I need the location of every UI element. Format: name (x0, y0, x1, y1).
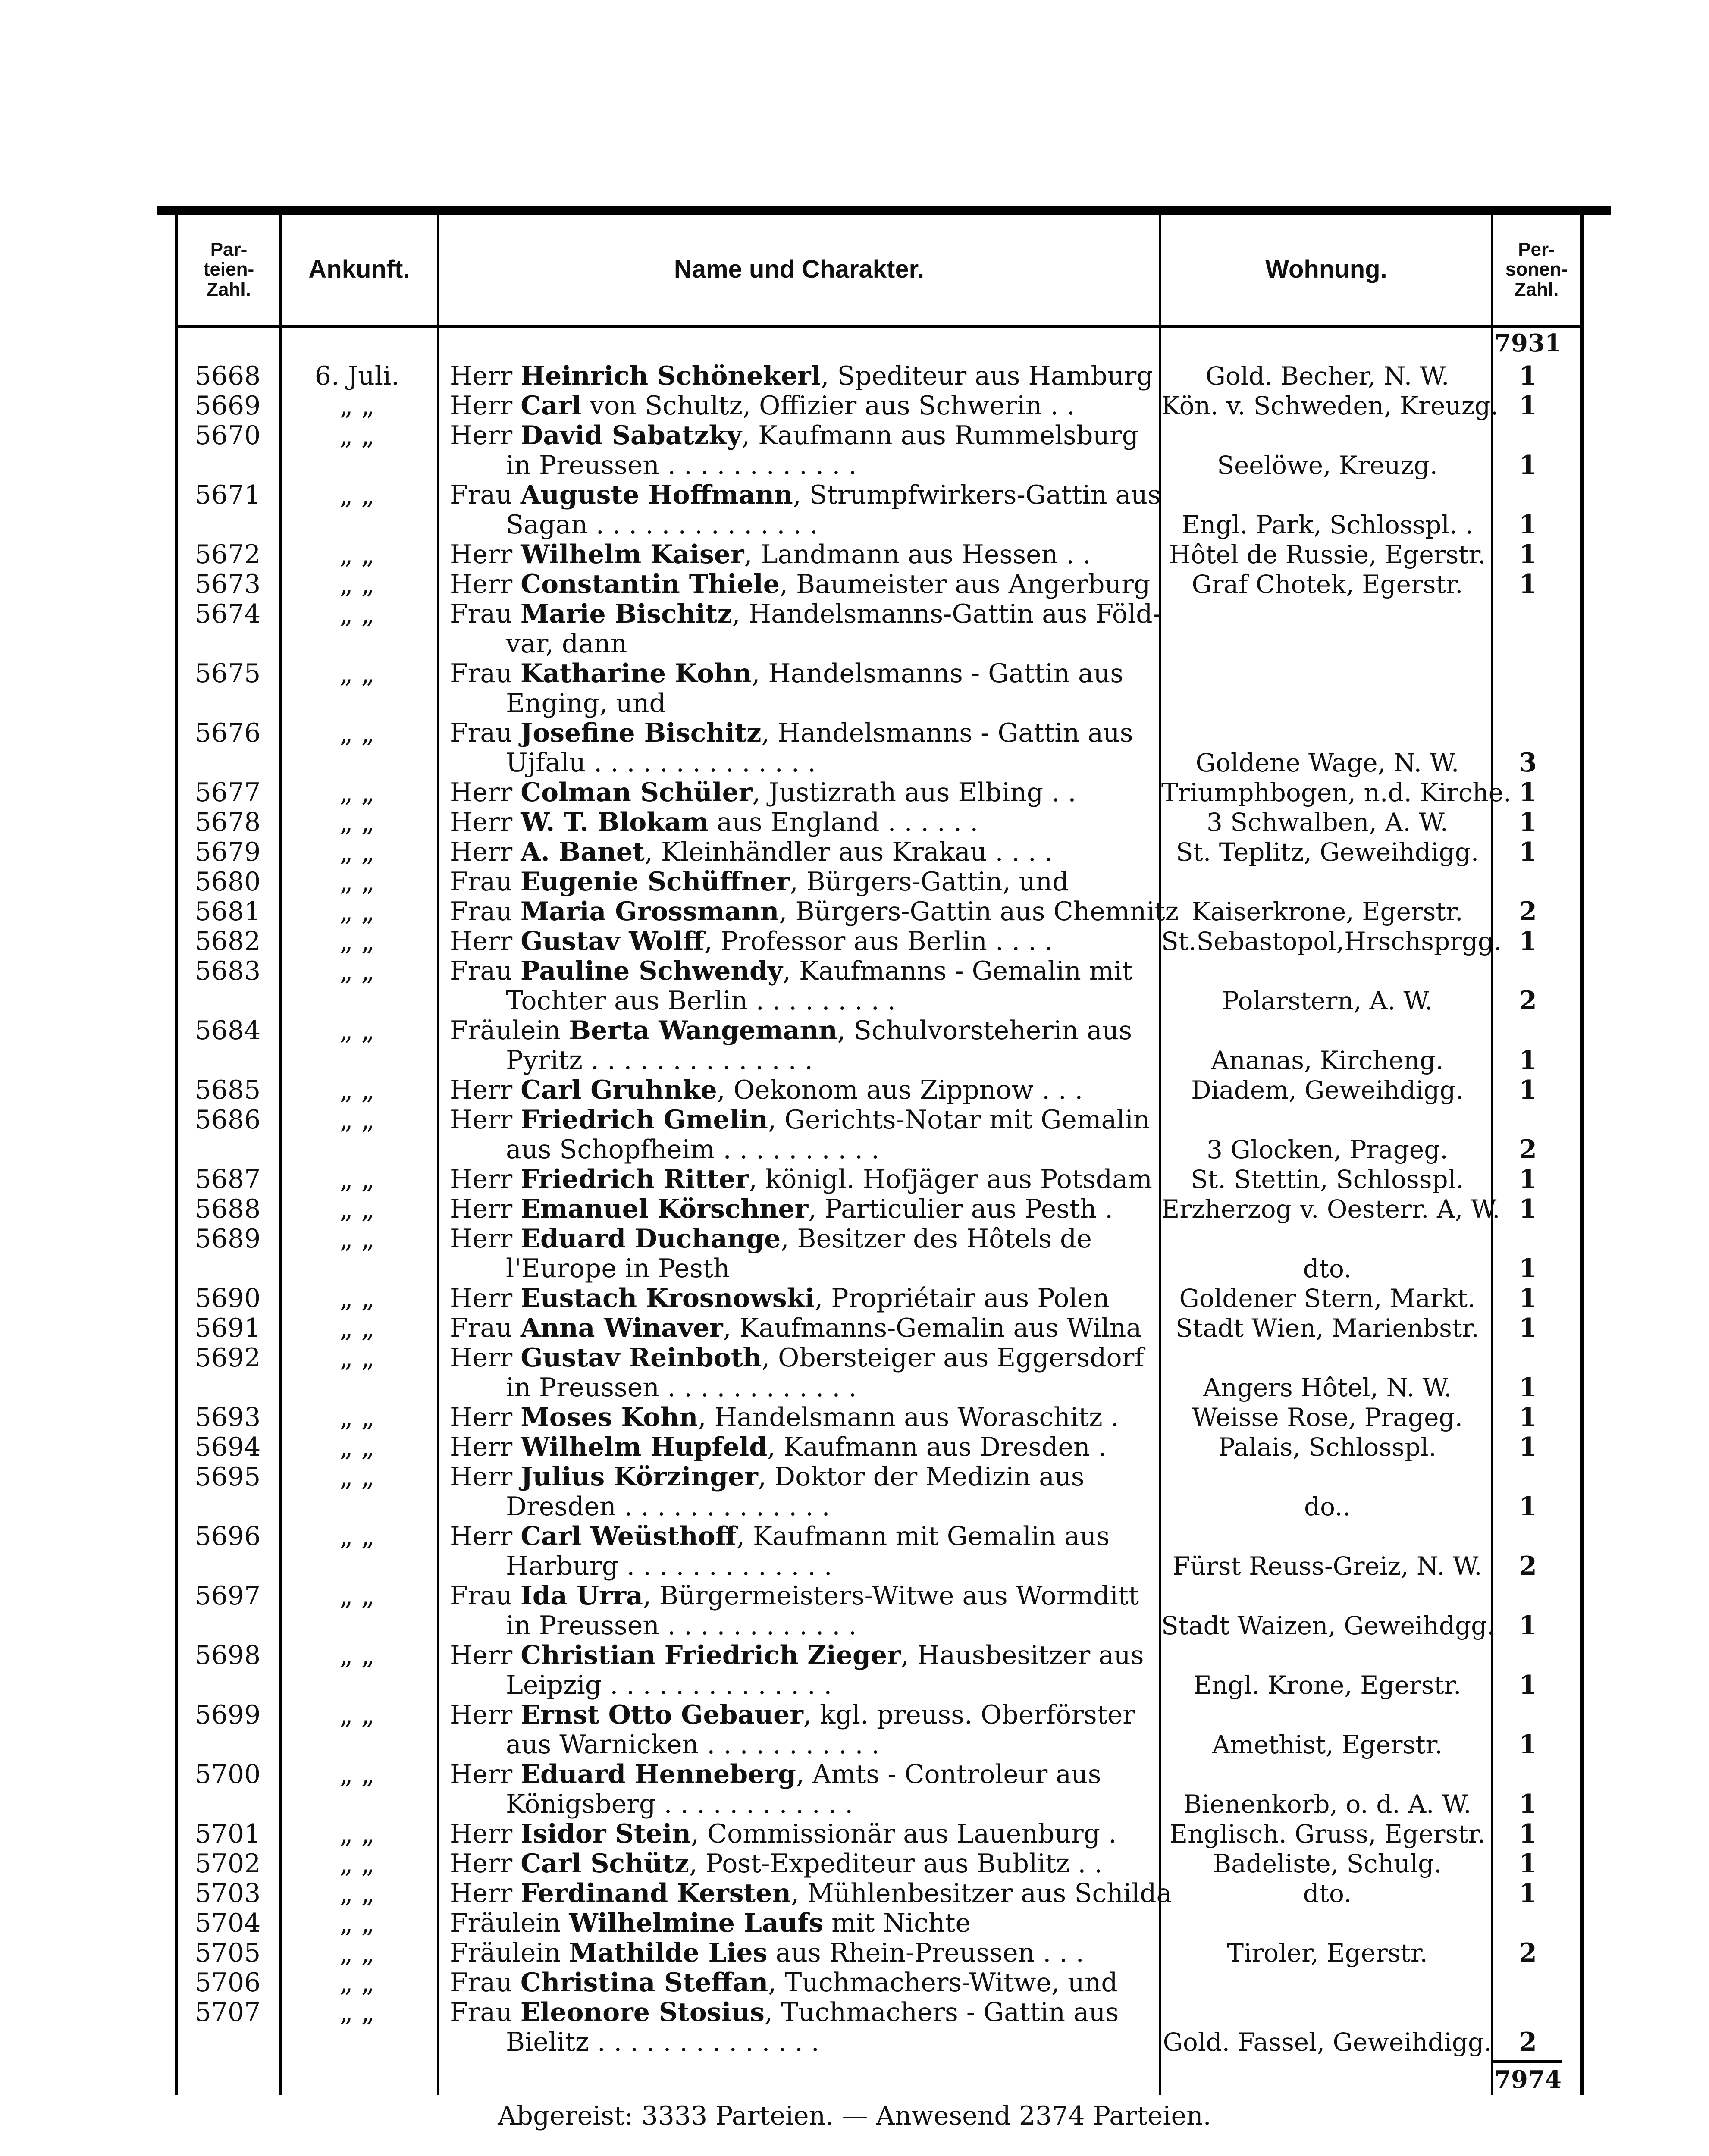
residence: Angers Hôtel, N. W. (1203, 1373, 1452, 1402)
arrival-date: „ „ (339, 1075, 375, 1105)
arrival-date: „ „ (339, 1462, 375, 1492)
guest-name-bold: Josefine Bischitz (520, 718, 762, 748)
guest-name-bold: A. Banet (521, 837, 645, 867)
arrival-date: „ „ (339, 480, 375, 510)
persons-count: 1 (1519, 450, 1537, 480)
header-arrival: Ankunft. (308, 255, 410, 284)
party-number: 5686 (194, 1105, 261, 1135)
guest-name: Frau Anna Winaver, Kaufmanns-Gemalin aus Wilna (450, 1313, 1142, 1343)
guest-name: Herr W. T. Blokam aus England . . . . . . (450, 807, 978, 837)
persons-count: 1 (1519, 361, 1537, 391)
guest-name-bold: Constantin Thiele (521, 569, 780, 599)
residence: Seelöwe, Kreuzg. (1217, 451, 1438, 480)
guest-name: Herr Colman Schüler, Justizrath aus Elbing . . (450, 777, 1076, 808)
guest-name-continuation: Sagan . . . . . . . . . . . . . . (506, 510, 818, 540)
persons-count: 1 (1519, 1164, 1537, 1194)
guest-name: Fräulein Wilhelmine Laufs mit Nichte (450, 1908, 971, 1938)
party-number: 5699 (194, 1700, 261, 1730)
header-residence: Wohnung. (1265, 255, 1387, 284)
persons-count: 1 (1519, 1075, 1537, 1105)
guest-name-bold: Ernst Otto Gebauer (521, 1700, 803, 1730)
party-number: 5689 (194, 1224, 261, 1254)
arrival-date: „ „ (339, 1640, 375, 1670)
guest-name: Frau Josefine Bischitz, Handelsmanns - Gattin aus (450, 718, 1133, 748)
guest-name: Herr Eduard Henneberg, Amts - Controleur aus (450, 1759, 1101, 1789)
party-number: 5701 (194, 1819, 261, 1849)
residence: Stadt Waizen, Geweihdgg. (1161, 1611, 1495, 1640)
guest-name: Herr Friedrich Gmelin, Gerichts-Notar mit Gemalin (450, 1105, 1150, 1135)
party-number: 5680 (194, 867, 261, 897)
party-number: 5704 (194, 1908, 261, 1938)
residence: Hôtel de Russie, Egerstr. (1169, 540, 1486, 569)
guest-name-bold: Ida Urra (520, 1581, 643, 1611)
guest-name-continuation: Bielitz . . . . . . . . . . . . . . (506, 2027, 819, 2057)
arrival-date: „ „ (339, 1819, 375, 1849)
persons-count: 1 (1519, 1878, 1537, 1908)
guest-name: Herr Heinrich Schönekerl, Spediteur aus Hamburg (450, 361, 1153, 391)
party-number: 5682 (194, 926, 261, 956)
party-number: 5705 (194, 1938, 261, 1968)
guest-name: Herr Carl Weüsthoff, Kaufmann mit Gemalin aus (450, 1521, 1110, 1551)
residence: Diadem, Geweihdigg. (1191, 1075, 1464, 1105)
header-parties: Par- teien- Zahl. (203, 239, 254, 300)
guest-name: Fräulein Berta Wangemann, Schulvorsteherin aus (450, 1015, 1132, 1046)
party-number: 5672 (194, 539, 261, 570)
footer-summary: Abgereist: 3333 Parteien. — Anwesend 2374 Parteien. (498, 2101, 1211, 2131)
guest-name: Herr Wilhelm Kaiser, Landmann aus Hessen . . (450, 539, 1091, 570)
guest-name-bold: Pauline Schwendy (520, 956, 783, 986)
guest-name-bold: Wilhelmine Laufs (569, 1908, 824, 1938)
arrival-date: „ „ (339, 1015, 375, 1046)
guest-name-continuation: Dresden . . . . . . . . . . . . . (506, 1492, 830, 1522)
guest-name-continuation: in Preussen . . . . . . . . . . . . (506, 1373, 857, 1403)
arrival-date: „ „ (339, 1997, 375, 2028)
guest-name-bold: Wilhelm Hupfeld (521, 1432, 768, 1462)
residence: Kaiserkrone, Egerstr. (1192, 897, 1463, 926)
party-number: 5668 (194, 361, 261, 391)
guest-name-continuation: Ujfalu . . . . . . . . . . . . . . (506, 748, 816, 778)
persons-count: 1 (1519, 539, 1537, 570)
persons-count: 1 (1519, 926, 1537, 956)
residence: Fürst Reuss-Greiz, N. W. (1173, 1551, 1482, 1581)
residence: Graf Chotek, Egerstr. (1192, 570, 1463, 599)
persons-count: 1 (1519, 1789, 1537, 1819)
guest-name: Herr Carl von Schultz, Offizier aus Schwerin . . (450, 391, 1075, 421)
guest-name-bold: Christina Steffan (520, 1968, 768, 1998)
party-number: 5678 (194, 807, 261, 837)
arrival-date: „ „ (339, 1313, 375, 1343)
arrival-date: „ „ (339, 1968, 375, 1998)
persons-count: 1 (1519, 1670, 1537, 1700)
arrival-date: „ „ (339, 1402, 375, 1432)
residence: Goldene Wage, N. W. (1195, 748, 1459, 777)
guest-name-bold: Anna Winaver (520, 1313, 723, 1343)
arrival-date: „ „ (339, 1849, 375, 1879)
residence: St.Sebastopol,Hrschsprgg. (1161, 927, 1502, 956)
arrival-date: „ „ (339, 777, 375, 808)
party-number: 5676 (194, 718, 261, 748)
guest-name: Herr David Sabatzky, Kaufmann aus Rummelsburg (450, 420, 1139, 451)
guest-name-bold: Eustach Krosnowski (521, 1283, 815, 1313)
residence: Kön. v. Schweden, Kreuzg. (1161, 391, 1499, 420)
arrival-date: „ „ (339, 1164, 375, 1194)
guest-name-continuation: in Preussen . . . . . . . . . . . . (506, 1611, 857, 1641)
arrival-date: „ „ (339, 1878, 375, 1908)
party-number: 5677 (194, 777, 261, 808)
arrival-date: „ „ (339, 1224, 375, 1254)
residence: St. Teplitz, Geweihdigg. (1176, 837, 1479, 867)
arrival-date: „ „ (339, 1908, 375, 1938)
residence: Polarstern, A. W. (1222, 986, 1433, 1015)
guest-name: Herr Constantin Thiele, Baumeister aus Angerburg (450, 569, 1151, 599)
arrival-date: „ „ (339, 1521, 375, 1551)
arrival-date: „ „ (339, 718, 375, 748)
arrival-date: „ „ (339, 1432, 375, 1462)
guest-name-bold: Carl Weüsthoff (521, 1521, 737, 1551)
residence: Amethist, Egerstr. (1212, 1730, 1443, 1759)
residence: Englisch. Gruss, Egerstr. (1169, 1819, 1486, 1849)
header-rule (178, 325, 1580, 328)
column-divider (437, 215, 439, 2095)
residence: Tiroler, Egerstr. (1227, 1938, 1428, 1968)
guest-name: Herr Carl Schütz, Post-Expediteur aus Bublitz . . (450, 1849, 1103, 1879)
guest-name-continuation: l'Europe in Pesth (506, 1253, 730, 1284)
guest-name-continuation: Harburg . . . . . . . . . . . . . (506, 1551, 832, 1581)
arrival-date: „ „ (339, 1581, 375, 1611)
guest-name: Herr Julius Körzinger, Doktor der Medizin aus (450, 1462, 1085, 1492)
arrival-date: „ „ (339, 1105, 375, 1135)
party-number: 5674 (194, 599, 261, 629)
guest-name-continuation: in Preussen . . . . . . . . . . . . (506, 450, 857, 480)
guest-name-continuation: Leipzig . . . . . . . . . . . . . . (506, 1670, 832, 1700)
party-number: 5706 (194, 1968, 261, 1998)
residence: Weisse Rose, Prageg. (1192, 1403, 1463, 1432)
persons-count: 1 (1519, 1849, 1537, 1879)
guest-name: Herr Wilhelm Hupfeld, Kaufmann aus Dresden . (450, 1432, 1107, 1462)
residence: Gold. Becher, N. W. (1205, 361, 1449, 391)
guest-name-bold: Gustav Wolff (521, 926, 704, 956)
arrival-date: „ „ (339, 1700, 375, 1730)
party-number: 5690 (194, 1283, 261, 1313)
guest-name: Frau Katharine Kohn, Handelsmanns - Gattin aus (450, 658, 1124, 689)
party-number: 5697 (194, 1581, 261, 1611)
persons-count: 3 (1519, 748, 1537, 778)
arrival-date: „ „ (339, 539, 375, 570)
guest-name: Herr A. Banet, Kleinhändler aus Krakau . . . . (450, 837, 1053, 867)
party-number: 5694 (194, 1432, 261, 1462)
arrival-date: „ „ (339, 658, 375, 689)
persons-count: 2 (1519, 1551, 1537, 1581)
residence: 3 Schwalben, A. W. (1206, 808, 1449, 837)
arrival-date: „ „ (339, 807, 375, 837)
guest-name-bold: Wilhelm Kaiser (521, 539, 744, 570)
arrival-date: „ „ (339, 867, 375, 897)
guest-name: Herr Gustav Wolff, Professor aus Berlin . . . . (450, 926, 1053, 956)
persons-count: 1 (1519, 1313, 1537, 1343)
party-number: 5700 (194, 1759, 261, 1789)
party-number: 5670 (194, 420, 261, 451)
party-number: 5691 (194, 1313, 261, 1343)
party-number: 5702 (194, 1849, 261, 1879)
persons-count: 1 (1519, 391, 1537, 421)
guest-name: Frau Ida Urra, Bürgermeisters-Witwe aus Wormditt (450, 1581, 1139, 1611)
guest-name-bold: Carl Gruhnke (521, 1075, 717, 1105)
guest-name-bold: Carl Schütz (521, 1849, 690, 1879)
arrival-date: 6. Juli. (314, 361, 400, 391)
guest-name-bold: Auguste Hoffmann (520, 480, 793, 510)
residence: do.. (1304, 1492, 1351, 1521)
guest-name: Herr Isidor Stein, Commissionär aus Lauenburg . (450, 1819, 1117, 1849)
arrival-date: „ „ (339, 1343, 375, 1373)
guest-name-bold: Gustav Reinboth (521, 1343, 762, 1373)
residence: Goldener Stern, Markt. (1179, 1284, 1476, 1313)
persons-count: 1 (1519, 837, 1537, 867)
guest-name: Frau Eleonore Stosius, Tuchmachers - Gattin aus (450, 1997, 1119, 2028)
persons-count: 1 (1519, 1432, 1537, 1462)
arrival-date: „ „ (339, 926, 375, 956)
residence: St. Stettin, Schlosspl. (1191, 1165, 1464, 1194)
party-number: 5695 (194, 1462, 261, 1492)
arrival-date: „ „ (339, 1938, 375, 1968)
guest-name-continuation: Tochter aus Berlin . . . . . . . . . (506, 986, 896, 1016)
guest-list-table (175, 215, 1584, 2095)
final-total: 7974 (1493, 2060, 1562, 2094)
header-persons: Per- sonen- Zahl. (1505, 239, 1568, 300)
arrival-date: „ „ (339, 956, 375, 986)
guest-name: Frau Eugenie Schüffner, Bürgers-Gattin, und (450, 867, 1069, 897)
guest-name-bold: Eduard Henneberg (521, 1759, 796, 1789)
party-number: 5687 (194, 1164, 261, 1194)
persons-count: 1 (1519, 1492, 1537, 1522)
guest-name: Herr Gustav Reinboth, Obersteiger aus Eggersdorf (450, 1343, 1144, 1373)
top-rule (157, 206, 1611, 215)
persons-count: 1 (1519, 1402, 1537, 1432)
guest-name-bold: Colman Schüler (521, 777, 753, 808)
guest-name-bold: W. T. Blokam (521, 807, 709, 837)
arrival-date: „ „ (339, 391, 375, 421)
party-number: 5688 (194, 1194, 261, 1224)
persons-count: 1 (1519, 1194, 1537, 1224)
guest-name: Herr Ferdinand Kersten, Mühlenbesitzer aus Schilda (450, 1878, 1172, 1908)
guest-name: Herr Emanuel Körschner, Particulier aus Pesth . (450, 1194, 1113, 1224)
party-number: 5679 (194, 837, 261, 867)
guest-name-continuation: Königsberg . . . . . . . . . . . . (506, 1789, 853, 1819)
guest-name-bold: Friedrich Gmelin (521, 1105, 768, 1135)
guest-name: Frau Christina Steffan, Tuchmachers-Witwe, und (450, 1968, 1118, 1998)
guest-name: Herr Ernst Otto Gebauer, kgl. preuss. Oberförster (450, 1700, 1135, 1730)
guest-name-continuation: var, dann (506, 629, 627, 659)
arrival-date: „ „ (339, 1759, 375, 1789)
guest-name-bold: Friedrich Ritter (521, 1164, 749, 1194)
guest-name-bold: David Sabatzky (521, 420, 742, 451)
guest-name-bold: Moses Kohn (521, 1402, 698, 1432)
guest-name-bold: Katharine Kohn (520, 658, 752, 689)
guest-name-bold: Maria Grossmann (520, 896, 779, 927)
guest-name-bold: Marie Bischitz (520, 599, 732, 629)
residence: Triumphbogen, n.d. Kirche. (1161, 778, 1511, 807)
party-number: 5696 (194, 1521, 261, 1551)
persons-count: 1 (1519, 777, 1537, 808)
guest-name: Herr Christian Friedrich Zieger, Hausbesitzer aus (450, 1640, 1144, 1670)
party-number: 5669 (194, 391, 261, 421)
party-number: 5683 (194, 956, 261, 986)
residence: dto. (1303, 1254, 1352, 1283)
party-number: 5703 (194, 1878, 261, 1908)
persons-count: 2 (1519, 1938, 1537, 1968)
guest-name: Herr Eduard Duchange, Besitzer des Hôtels de (450, 1224, 1092, 1254)
persons-count: 1 (1519, 510, 1537, 540)
guest-name: Frau Auguste Hoffmann, Strumpfwirkers-Gattin aus (450, 480, 1161, 510)
party-number: 5671 (194, 480, 261, 510)
residence: Engl. Krone, Egerstr. (1193, 1670, 1461, 1700)
guest-name-continuation: Enging, und (506, 688, 666, 718)
residence: Ananas, Kircheng. (1211, 1046, 1444, 1075)
guest-name-bold: Eduard Duchange (521, 1224, 781, 1254)
guest-name: Herr Eustach Krosnowski, Propriétair aus Polen (450, 1283, 1110, 1313)
carried-total: 7931 (1494, 329, 1562, 357)
residence: Erzherzog v. Oesterr. A, W. (1161, 1194, 1500, 1224)
guest-name-bold: Carl (521, 391, 582, 421)
persons-count: 1 (1519, 1253, 1537, 1284)
arrival-date: „ „ (339, 896, 375, 927)
persons-count: 1 (1519, 807, 1537, 837)
guest-name: Herr Carl Gruhnke, Oekonom aus Zippnow . . . (450, 1075, 1083, 1105)
residence: Bienenkorb, o. d. A. W. (1183, 1789, 1471, 1819)
persons-count: 2 (1519, 986, 1537, 1016)
guest-name-bold: Christian Friedrich Zieger (521, 1640, 901, 1670)
guest-name: Fräulein Mathilde Lies aus Rhein-Preussen . . . (450, 1938, 1084, 1968)
guest-name-bold: Ferdinand Kersten (521, 1878, 791, 1908)
residence: Gold. Fassel, Geweihdigg. (1163, 2028, 1492, 2057)
arrival-date: „ „ (339, 569, 375, 599)
guest-name-bold: Eugenie Schüffner (520, 867, 790, 897)
residence: Stadt Wien, Marienbstr. (1175, 1313, 1480, 1343)
persons-count: 1 (1519, 1611, 1537, 1641)
party-number: 5681 (194, 896, 261, 927)
guest-name-bold: Mathilde Lies (569, 1938, 768, 1968)
persons-count: 1 (1519, 1730, 1537, 1760)
guest-name-continuation: Pyritz . . . . . . . . . . . . . . (506, 1045, 813, 1075)
guest-name-bold: Eleonore Stosius (520, 1997, 765, 2028)
persons-count: 1 (1519, 1373, 1537, 1403)
header-name: Name und Charakter. (674, 255, 925, 284)
guest-name: Herr Moses Kohn, Handelsmann aus Woraschitz . (450, 1402, 1119, 1432)
party-number: 5684 (194, 1015, 261, 1046)
guest-name: Herr Friedrich Ritter, königl. Hofjäger aus Potsdam (450, 1164, 1152, 1194)
residence: 3 Glocken, Prageg. (1207, 1135, 1448, 1164)
guest-name: Frau Marie Bischitz, Handelsmanns-Gattin aus Föld- (450, 599, 1161, 629)
arrival-date: „ „ (339, 1194, 375, 1224)
party-number: 5685 (194, 1075, 261, 1105)
persons-count: 1 (1519, 1045, 1537, 1075)
party-number: 5675 (194, 658, 261, 689)
party-number: 5692 (194, 1343, 261, 1373)
residence: Badeliste, Schulg. (1213, 1849, 1442, 1878)
residence: Engl. Park, Schlosspl. . (1181, 510, 1474, 539)
persons-count: 1 (1519, 1819, 1537, 1849)
persons-count: 2 (1519, 896, 1537, 927)
guest-name: Frau Pauline Schwendy, Kaufmanns - Gemalin mit (450, 956, 1132, 986)
party-number: 5693 (194, 1402, 261, 1432)
guest-name-bold: Berta Wangemann (569, 1015, 837, 1046)
arrival-date: „ „ (339, 837, 375, 867)
guest-name-bold: Julius Körzinger (521, 1462, 758, 1492)
persons-count: 1 (1519, 569, 1537, 599)
guest-name: Frau Maria Grossmann, Bürgers-Gattin aus Chemnitz (450, 896, 1179, 927)
guest-name-bold: Isidor Stein (521, 1819, 691, 1849)
guest-name-continuation: aus Warnicken . . . . . . . . . . . (506, 1730, 880, 1760)
residence: Palais, Schlosspl. (1218, 1432, 1436, 1462)
guest-name-continuation: aus Schopfheim . . . . . . . . . . (506, 1134, 880, 1165)
persons-count: 1 (1519, 1283, 1537, 1313)
guest-name-bold: Heinrich Schönekerl (521, 361, 821, 391)
residence: dto. (1303, 1879, 1352, 1908)
persons-count: 2 (1519, 1134, 1537, 1165)
arrival-date: „ „ (339, 1283, 375, 1313)
persons-count: 2 (1519, 2027, 1537, 2057)
party-number: 5673 (194, 569, 261, 599)
guest-name-bold: Emanuel Körschner (521, 1194, 809, 1224)
party-number: 5707 (194, 1997, 261, 2028)
arrival-date: „ „ (339, 420, 375, 451)
party-number: 5698 (194, 1640, 261, 1670)
arrival-date: „ „ (339, 599, 375, 629)
